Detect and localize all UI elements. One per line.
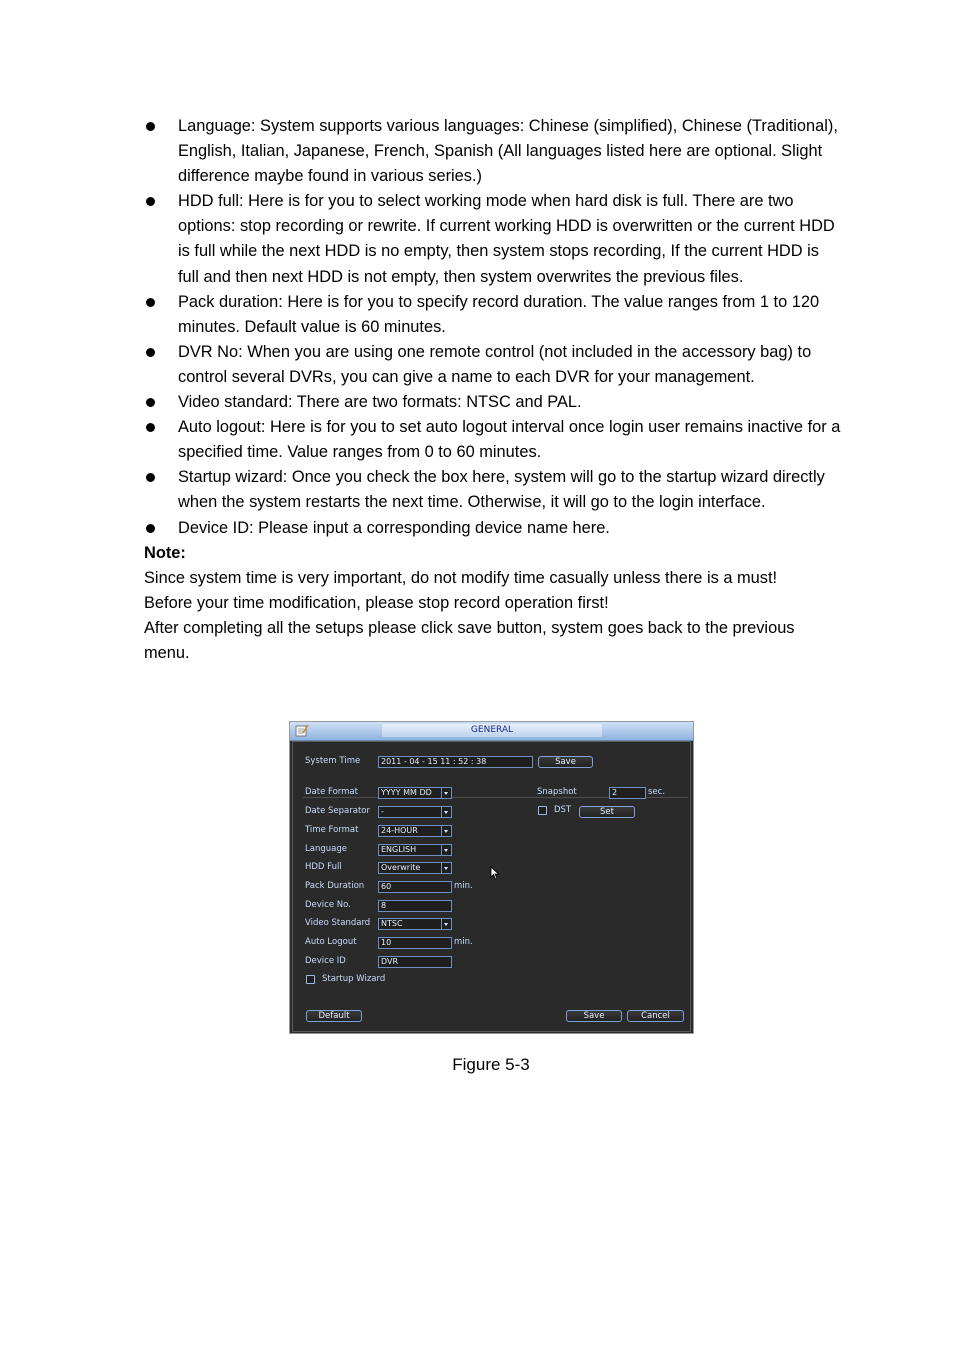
default-button[interactable]: Default xyxy=(306,1010,362,1022)
snapshot-unit: sec. xyxy=(648,787,666,797)
bullet-text: DVR No: When you are using one remote control (not included in the accessory bag) to control several DVRs, you can give a name to each DVR for your management. xyxy=(178,342,812,386)
note-title: Note: xyxy=(144,543,186,562)
bullet-dot-icon xyxy=(146,122,155,131)
time-format-value: 24-HOUR xyxy=(381,826,418,835)
chevron-down-icon[interactable] xyxy=(441,919,451,929)
bullet-device-id xyxy=(144,516,844,541)
dst-label: DST xyxy=(554,805,572,815)
time-format-label: Time Format xyxy=(305,825,359,835)
dst-checkbox[interactable] xyxy=(538,806,547,815)
bullet-dot-icon xyxy=(146,398,155,407)
bullet-dot-icon xyxy=(146,197,155,206)
bullet-text: Video standard: There are two formats: NTSC and PAL. xyxy=(178,393,582,412)
time-format-select[interactable] xyxy=(378,825,452,837)
dst-set-button[interactable]: Set xyxy=(579,806,635,818)
document-body xyxy=(144,114,844,666)
pack-duration-input[interactable]: 60 xyxy=(378,881,452,893)
pack-duration-unit: min. xyxy=(454,881,473,891)
cancel-button[interactable]: Cancel xyxy=(627,1010,684,1022)
date-separator-select[interactable] xyxy=(378,806,452,818)
bullet-dot-icon xyxy=(146,524,155,533)
hdd-full-value: Overwrite xyxy=(381,863,421,872)
language-label: Language xyxy=(305,844,347,854)
date-format-select[interactable] xyxy=(378,787,452,799)
device-id-input[interactable]: DVR xyxy=(378,956,452,968)
snapshot-label: Snapshot xyxy=(537,787,577,797)
startup-wizard-checkbox[interactable] xyxy=(306,975,315,984)
chevron-down-icon[interactable] xyxy=(441,826,451,836)
startup-wizard-label: Startup Wizard xyxy=(322,974,386,984)
bullet-hdd-full xyxy=(144,189,844,289)
figure-caption: Figure 5-3 xyxy=(452,1055,530,1074)
window-titlebar xyxy=(290,722,693,741)
bullet-auto-logout xyxy=(144,415,844,465)
bullet-language xyxy=(144,114,844,189)
date-separator-value: - xyxy=(381,807,384,816)
note-line: After completing all the setups please click save button, system goes back to the previous menu. xyxy=(144,618,795,662)
window-content xyxy=(292,741,691,1032)
device-id-label: Device ID xyxy=(305,956,346,966)
system-time-field[interactable]: 2011 - 04 - 15 11 : 52 : 38 xyxy=(378,756,533,768)
bullet-startup-wizard xyxy=(144,465,844,515)
video-standard-label: Video Standard xyxy=(305,918,371,928)
bullet-dvr-no xyxy=(144,340,844,390)
time-save-button[interactable]: Save xyxy=(538,756,593,768)
bullet-text: Device ID: Please input a corresponding device name here. xyxy=(178,518,610,537)
note-line: Since system time is very important, do not modify time casually unless there is a must! xyxy=(144,568,778,587)
hdd-full-select[interactable] xyxy=(378,862,452,874)
device-no-input[interactable]: 8 xyxy=(378,900,452,912)
auto-logout-unit: min. xyxy=(454,937,473,947)
bullet-dot-icon xyxy=(146,423,155,432)
bullet-pack-duration xyxy=(144,290,844,340)
bullet-text: Pack duration: Here is for you to specify record duration. The value ranges from 1 to 120 minutes. Default value is 60 minutes. xyxy=(178,292,820,336)
bullet-dot-icon xyxy=(146,298,155,307)
bullet-text: Startup wizard: Once you check the box here, system will go to the startup wizard directly when the system restarts the next time. Otherwise, it will go to the login interface. xyxy=(178,468,825,512)
pack-duration-label: Pack Duration xyxy=(305,881,365,891)
bullet-text: Language: System supports various languages: Chinese (simplified), Chinese (Traditional), English, Italian, Japanese, French, Spanish (All languages listed here are optional. Slight difference maybe found in various series.) xyxy=(178,117,838,186)
chevron-down-icon[interactable] xyxy=(441,807,451,817)
bullet-video-standard xyxy=(144,390,844,415)
language-value: ENGLISH xyxy=(381,845,417,854)
device-no-label: Device No. xyxy=(305,900,351,910)
bullet-text: Auto logout: Here is for you to set auto logout interval once login user remains inactive for a specified time. Value ranges from 0 to 60 minutes. xyxy=(178,418,841,462)
bullet-dot-icon xyxy=(146,348,155,357)
date-separator-label: Date Separator xyxy=(305,806,370,816)
auto-logout-input[interactable]: 10 xyxy=(378,937,452,949)
chevron-down-icon[interactable] xyxy=(441,863,451,873)
settings-notepad-icon xyxy=(295,724,309,737)
hdd-full-label: HDD Full xyxy=(305,862,342,872)
bullet-text: HDD full: Here is for you to select working mode when hard disk is full. There are two options: stop recording or rewrite. If current working HDD is overwritten or the current HDD is full while the next HDD is no empty, then system stops recording, If the current HDD is full and then next HDD is not empty, then system overwrites the previous files. xyxy=(178,192,835,286)
video-standard-select[interactable] xyxy=(378,918,452,930)
bullet-dot-icon xyxy=(146,473,155,482)
snapshot-input[interactable]: 2 xyxy=(609,787,646,799)
video-standard-value: NTSC xyxy=(381,919,403,928)
language-select[interactable] xyxy=(378,844,452,856)
chevron-down-icon[interactable] xyxy=(441,845,451,855)
system-time-label: System Time xyxy=(305,756,361,766)
mouse-cursor-icon xyxy=(490,866,500,880)
save-button[interactable]: Save xyxy=(566,1010,622,1022)
date-format-label: Date Format xyxy=(305,787,358,797)
note-line: Before your time modification, please stop record operation first! xyxy=(144,593,609,612)
date-format-value: YYYY MM DD xyxy=(381,788,432,797)
chevron-down-icon[interactable] xyxy=(441,788,451,798)
window-title: GENERAL xyxy=(382,724,602,737)
auto-logout-label: Auto Logout xyxy=(305,937,357,947)
